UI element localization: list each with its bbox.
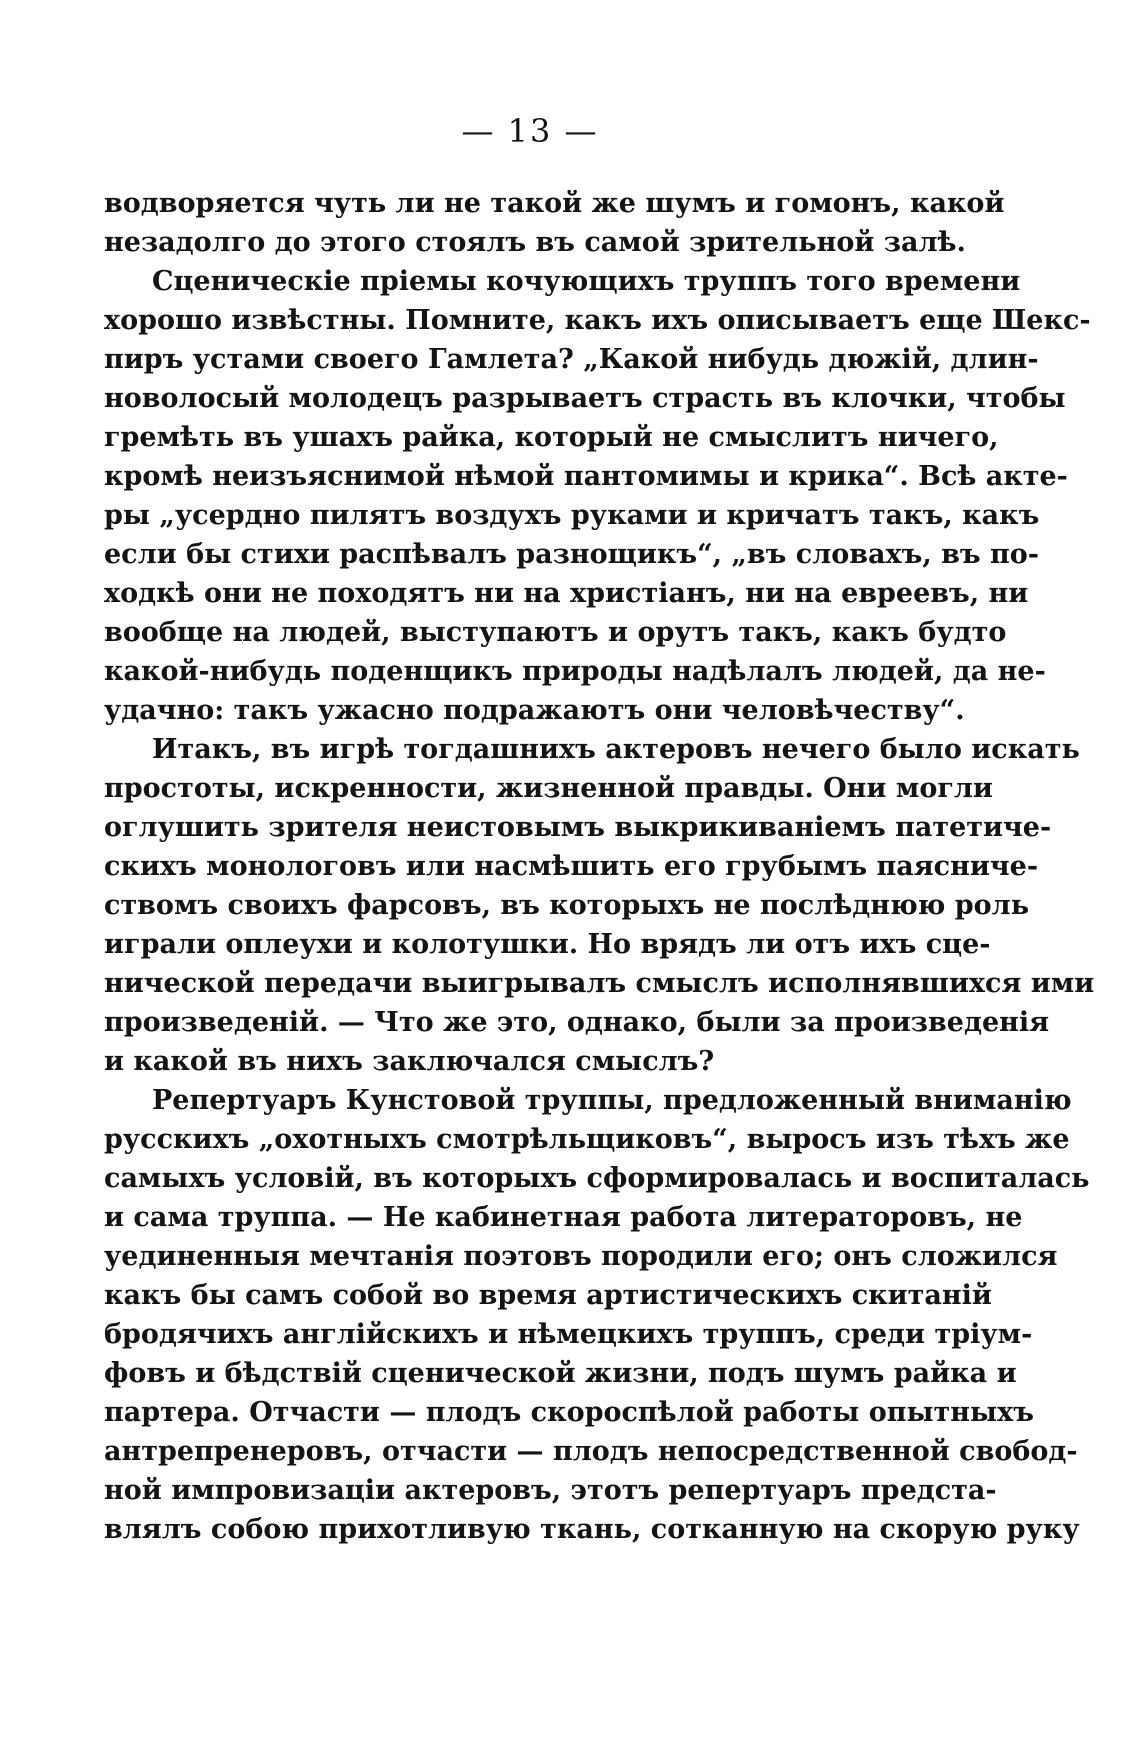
text-line: и сама труппа. — Не кабинетная работа литераторовъ, не (104, 1202, 1023, 1233)
body-text (104, 184, 1095, 1549)
text-line: партера. Отчасти — плодъ скороспѣлой работы опытныхъ (104, 1397, 1034, 1428)
text-line: кромѣ неизъяснимой нѣмой пантомимы и крика“. Всѣ акте- (104, 461, 1068, 492)
text-line: бродячихъ англійскихъ и нѣмецкихъ труппъ, среди тріум- (104, 1319, 1033, 1350)
text-line: уединенныя мечтанія поэтовъ породили его; онъ сложился (104, 1241, 1058, 1272)
page-number: — 13 — (461, 112, 599, 150)
text-line: незадолго до этого стоялъ въ самой зрительной залѣ. (104, 227, 966, 258)
text-line: фовъ и бѣдствій сценической жизни, подъ шумъ райка и (104, 1358, 1017, 1389)
text-line: Итакъ, въ игрѣ тогдашнихъ актеровъ нечего было искать (152, 734, 1080, 765)
text-line: играли оплеухи и колотушки. Но врядъ ли отъ ихъ сце- (104, 929, 991, 960)
text-line: самыхъ условій, въ которыхъ сформировалась и воспиталась (104, 1163, 1090, 1194)
text-line: ной импровизаціи актеровъ, этотъ репертуаръ предста- (104, 1475, 997, 1506)
text-line: новолосый молодецъ разрываетъ страсть въ клочки, чтобы (104, 383, 1066, 414)
text-line: простоты, искренности, жизненной правды. Они могли (104, 773, 993, 804)
text-line: ры „усердно пилятъ воздухъ руками и кричатъ такъ, какъ (104, 500, 1040, 531)
text-line: нической передачи выигрывалъ смыслъ исполнявшихся ими (104, 968, 1095, 999)
text-line: какъ бы самъ собой во время артистическихъ скитаній (104, 1280, 992, 1311)
text-line: Сценическіе пріемы кочующихъ труппъ того времени (152, 266, 1021, 297)
text-line: скихъ монологовъ или насмѣшить его грубымъ паясниче- (104, 851, 1039, 882)
text-line: водворяется чуть ли не такой же шумъ и гомонъ, какой (104, 188, 1005, 219)
text-line: оглушить зрителя неистовымъ выкрикиваніемъ патетиче- (104, 812, 1052, 843)
text-line: хорошо извѣстны. Помните, какъ ихъ описываетъ еще Шекс- (104, 305, 1091, 336)
text-line: произведеній. — Что же это, однако, были за произведенія (104, 1007, 1050, 1038)
text-line: какой-нибудь поденщикъ природы надѣлалъ людей, да не- (104, 656, 1046, 687)
text-line: гремѣть въ ушахъ райка, который не смыслитъ ничего, (104, 422, 999, 453)
text-line: антрепренеровъ, отчасти — плодъ непосредственной свобод- (104, 1436, 1078, 1467)
text-line: вообще на людей, выступаютъ и орутъ такъ, какъ будто (104, 617, 1007, 648)
text-line: и какой въ нихъ заключался смыслъ? (104, 1046, 715, 1077)
text-line: пиръ устами своего Гамлета? „Какой нибудь дюжій, длин- (104, 344, 1039, 375)
text-line: удачно: такъ ужасно подражаютъ они человѣчеству“. (104, 695, 965, 726)
text-line: Репертуаръ Кунстовой труппы, предложенный вниманію (152, 1085, 1072, 1116)
text-line: влялъ собою прихотливую ткань, сотканную на скорую руку (104, 1514, 1080, 1545)
text-line: если бы стихи распѣвалъ разнощикъ“, „въ словахъ, въ по- (104, 539, 1039, 570)
text-line: ходкѣ они не походятъ ни на христіанъ, ни на евреевъ, ни (104, 578, 1029, 609)
text-line: русскихъ „охотныхъ смотрѣльщиковъ“, выросъ изъ тѣхъ же (104, 1124, 1070, 1155)
text-line: ствомъ своихъ фарсовъ, въ которыхъ не послѣднюю роль (104, 890, 1030, 921)
